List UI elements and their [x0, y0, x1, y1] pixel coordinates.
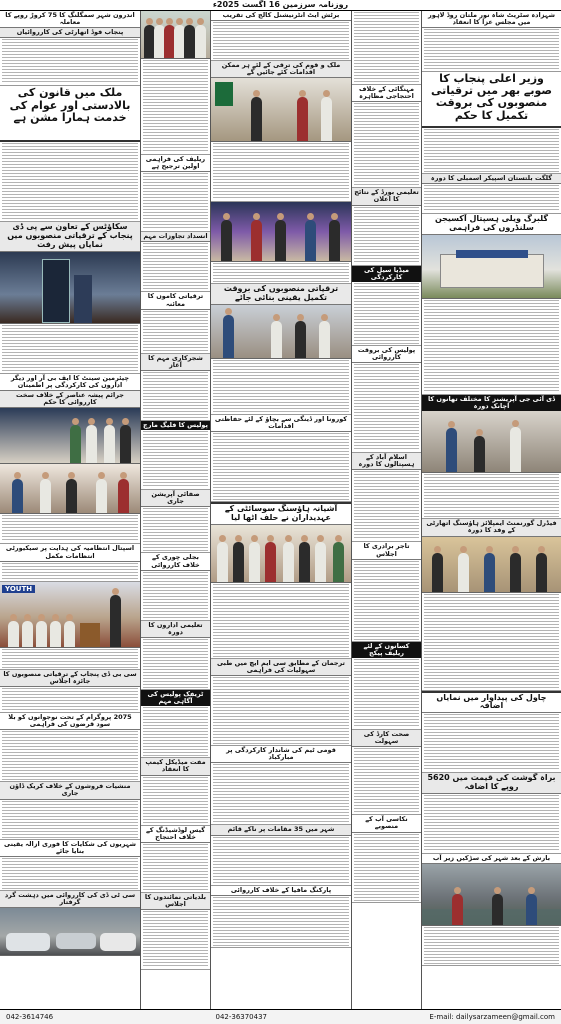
article-text: [211, 896, 351, 948]
headline: نکاسی آب کے منصوبے: [352, 815, 421, 832]
headline: 2075 پروگرام کے تحت نوجوانوں کو بلا سود قرضوں کی فراہمی: [0, 713, 140, 730]
article-text: [211, 583, 351, 659]
news-photo: [0, 582, 140, 648]
article-text: [141, 242, 210, 292]
headline: گلگت بلتستان اسپیکر اسمبلی کا دورہ: [422, 174, 561, 184]
article-text: [0, 687, 140, 713]
news-photo: [0, 908, 140, 956]
news-photo: [422, 864, 561, 926]
masthead: روزنامہ سرزمین 16 اگست 2025ء: [0, 0, 561, 11]
column-3: [211, 11, 351, 1009]
headline: انسداد تجاوزات مہم: [141, 232, 210, 242]
headline: ریلیف کی فراہمی اولین ترجیح ہے: [141, 155, 210, 172]
headline: سی ٹی ڈی کی کارروائی میں دہشت گرد گرفتار: [0, 891, 140, 908]
article-text: [352, 833, 421, 903]
article-text: [0, 562, 140, 582]
article-text: [0, 514, 140, 544]
headline: اسلام آباد کے ہسپتالوں کا دورہ: [352, 453, 421, 470]
column-4: [352, 11, 421, 1009]
article-text: [352, 206, 421, 266]
article-text: [211, 142, 351, 202]
article-text: [141, 172, 210, 232]
headline: فیڈرل گورنمنٹ ایمپلائز ہاؤسنگ اتھارٹی کے وفد کا دورہ: [422, 519, 561, 536]
article-text: [422, 184, 561, 214]
article-text: [422, 299, 561, 395]
headline: بجلی چوری کے خلاف کارروائی: [141, 553, 210, 570]
article-text: [0, 800, 140, 840]
headline: شہریوں کی شکایات کا فوری ازالہ یقینی بنایا جائے: [0, 840, 140, 857]
phone-number: 042-36370437: [215, 1013, 267, 1021]
article-text: [352, 102, 421, 188]
article-text: [422, 28, 561, 72]
headline: مفت میڈیکل کیمپ کا انعقاد: [141, 758, 210, 775]
news-photo: [0, 252, 140, 324]
headline: صفائی آپریشن جاری: [141, 490, 210, 507]
headline: پولیس کی بروقت کارروائی: [352, 346, 421, 363]
headline: میڈیا سیل کی کارکردگی: [352, 266, 421, 282]
article-text: [352, 282, 421, 346]
headline: گلبرگ ویلی ہسپتال آکسیجن سلنڈروں کی فراہمی: [422, 214, 561, 235]
news-photo: [422, 537, 561, 593]
column-1: [0, 11, 140, 1009]
article-text: [141, 571, 210, 621]
phone-number: 042-3614746: [6, 1013, 54, 1021]
headline: ملک و قوم کی ترقی کے لئے ہر ممکن اقدامات کئے جائیں گے: [211, 61, 351, 78]
article-text: [211, 836, 351, 886]
headline: صحت کارڈ کی سہولت: [352, 730, 421, 747]
headline: تاجر برادری کا اجلاس: [352, 542, 421, 559]
article-text: [211, 763, 351, 825]
article-text: [0, 38, 140, 86]
headline: پولیس کا فلیگ مارچ: [141, 421, 210, 430]
article-text: [141, 371, 210, 421]
news-photo: [422, 235, 561, 299]
headline: شجرکاری مہم کا آغاز: [141, 354, 210, 371]
headline: بلدیاتی نمائندوں کا اجلاس: [141, 893, 210, 910]
headline: آشیانہ ہاؤسنگ سوسائٹی کے عہدیداران نے حلف اٹھا لیا: [211, 502, 351, 525]
article-text: [141, 310, 210, 354]
article-text: [141, 776, 210, 826]
headline: گیس لوڈشیڈنگ کے خلاف احتجاج: [141, 826, 210, 843]
news-photo: [211, 202, 351, 262]
article-text: [422, 593, 561, 691]
news-photo: [141, 11, 210, 59]
article-text: [352, 747, 421, 815]
article-text: [0, 730, 140, 782]
headline: اندرون شہر سمگلنگ کا 75 کروڑ روپے کا معاملہ: [0, 11, 140, 28]
article-text: [211, 21, 351, 61]
article-text: [211, 676, 351, 746]
article-text: [422, 713, 561, 773]
headline: تعلیمی اداروں کا دورہ: [141, 621, 210, 638]
column-2: [141, 11, 210, 1009]
article-text: [352, 11, 421, 85]
headline: سی بی ڈی پنجاب کے ترقیاتی منصوبوں کا جائزہ اجلاس: [0, 670, 140, 687]
article-text: [422, 794, 561, 854]
headline: برٹش ایٹ انٹرنیشنل کالج کی تقریب: [211, 11, 351, 21]
article-text: [211, 432, 351, 502]
headline: اسپتال انتظامیہ کی ہدایت پر سیکیورٹی انتظامات مکمل: [0, 544, 140, 561]
article-text: [141, 910, 210, 970]
headline: مہنگائی کے خلاف احتجاجی مظاہرہ: [352, 85, 421, 102]
headline: قومی ٹیم کی شاندار کارکردگی پر مبارکباد: [211, 746, 351, 763]
headline: شہر میں 35 مقامات پر ناکے قائم: [211, 825, 351, 835]
article-text: [141, 706, 210, 758]
headline: چاول کی پیداوار میں نمایاں اضافہ: [422, 691, 561, 714]
article-text: [141, 430, 210, 490]
headline: بارش کے بعد شہر کی سڑکیں زیر آب: [422, 854, 561, 864]
article-text: [352, 363, 421, 453]
article-text: [0, 324, 140, 374]
news-photo: [0, 408, 140, 464]
article-text: [0, 142, 140, 222]
article-text: [352, 560, 421, 642]
headline: ترقیاتی منصوبوں کی بروقت تکمیل یقینی بنائی جائے: [211, 284, 351, 305]
news-photo: [211, 305, 351, 359]
headline: چیئرمین سینٹ کا ایف بی آر اور دیگر اداروں کی کارکردگی پر اطمینان: [0, 374, 140, 391]
footer-bar: [0, 1009, 561, 1024]
headline: سکاؤٹس کے تعاون سے پی ڈی پنجاب کے ترقیاتی منصوبوں میں نمایاں پیش رفت: [0, 222, 140, 251]
youth-badge: YOUTH: [2, 585, 35, 593]
headline: شہزادہ سٹریٹ شاہ نور ملتان روڈ لاہور میں مجلس عزا کا انعقاد: [422, 11, 561, 28]
headline: کورونا اور ڈینگی سے بچاؤ کے لئے حفاظتی اقدامات: [211, 415, 351, 432]
article-text: [0, 648, 140, 670]
article-text: [141, 843, 210, 893]
article-text: [422, 926, 561, 966]
headline: ترجمان کے مطابق سی ایم ایچ میں طبی سہولیات کی فراہمی: [211, 659, 351, 676]
headline: ٹریفک پولیس کی آگاہی مہم: [141, 690, 210, 706]
article-text: [422, 473, 561, 519]
article-text: [0, 857, 140, 891]
article-text: [211, 359, 351, 415]
banner-headline: وزیر اعلی پنجاب کا صوبے بھر میں ترقیاتی منصوبوں کی بروقت تکمیل کا حکم: [422, 72, 561, 128]
news-photo: [422, 411, 561, 473]
headline: براہ گوشت کی قیمت میں 5620 روپے کا اضافہ: [422, 773, 561, 794]
headline: منشیات فروشوں کے خلاف کریک ڈاؤن جاری: [0, 782, 140, 799]
news-photo: [211, 525, 351, 583]
headline: تعلیمی بورڈ کے نتائج کا اعلان: [352, 188, 421, 205]
article-text: [352, 658, 421, 730]
headline: ڈی آئی جی آپریشنز کا مختلف تھانوں کا اچانک دورہ: [422, 395, 561, 411]
article-text: [422, 128, 561, 174]
headline: پارکنگ مافیا کے خلاف کارروائی: [211, 886, 351, 896]
headline: ترقیاتی کاموں کا معائنہ: [141, 292, 210, 309]
headline: کسانوں کے لئے ریلیف پیکج: [352, 642, 421, 658]
headline: جرائم پیشہ عناصر کے خلاف سخت کارروائی کا حکم: [0, 391, 140, 408]
article-text: [352, 470, 421, 542]
banner-headline: ملک میں قانون کی بالادستی اور عوام کی خدمت ہمارا مشن ہے: [0, 86, 140, 142]
article-text: [211, 262, 351, 284]
article-text: [141, 59, 210, 155]
email-address[interactable]: E-mail: dailysarzameen@gmail.com: [429, 1013, 555, 1021]
news-photo: [0, 464, 140, 514]
article-text: [141, 507, 210, 553]
article-text: [141, 638, 210, 690]
column-5: [422, 11, 561, 1009]
news-photo: [211, 78, 351, 142]
headline: پنجاب فوڈ اتھارٹی کی کارروائیاں: [0, 28, 140, 38]
